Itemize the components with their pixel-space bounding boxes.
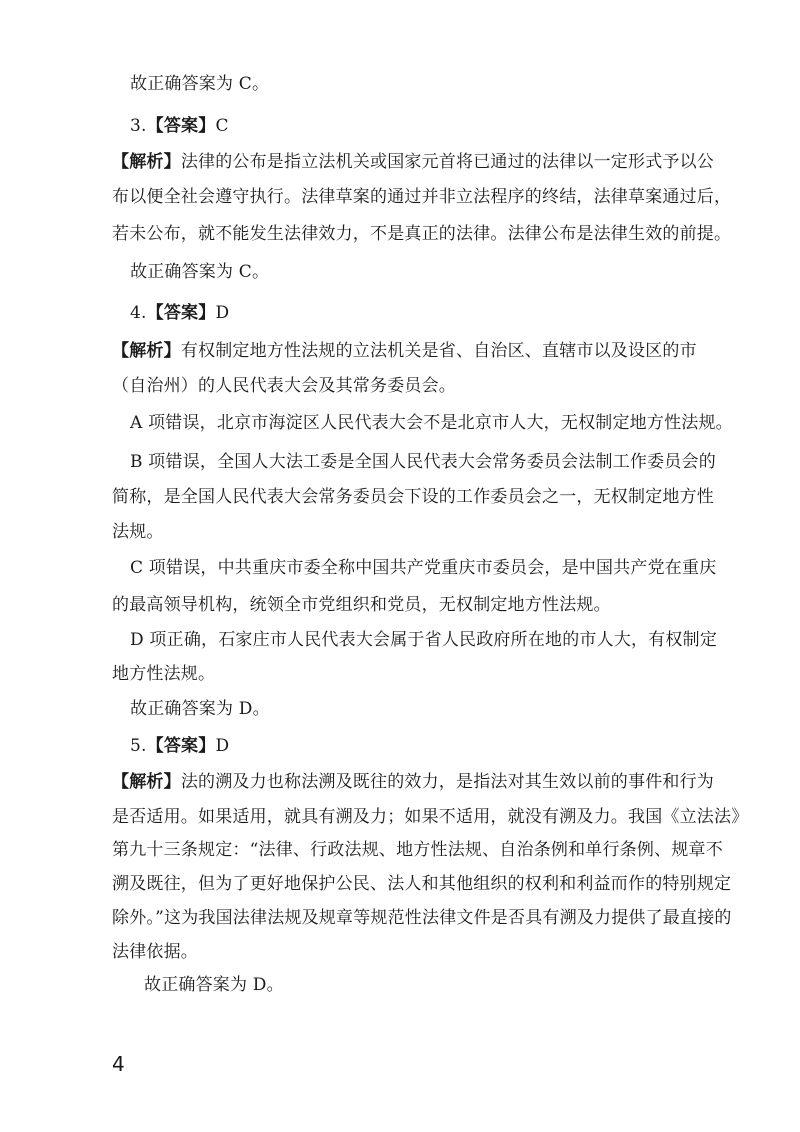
option-d-line: D 项正确，石家庄市人民代表大会属于省人民政府所在地的市人大，有权制定 <box>130 630 718 650</box>
text-line: 的最高领导机构，统领全市党组织和党员，无权制定地方性法规。 <box>112 595 611 615</box>
analysis-line: 【解析】法的溯及力也称法溯及既往的效力，是指法对其生效以前的事件和行为 <box>112 772 715 792</box>
answer-heading-4: 4.【答案】D <box>130 303 230 323</box>
text-line: 布以便全社会遵守执行。法律草案的通过并非立法程序的终结，法律草案通过后， <box>112 187 732 207</box>
text-line: 简称，是全国人民代表大会常务委员会下设的工作委员会之一，无权制定地方性 <box>112 487 714 507</box>
analysis-line: 【解析】有权制定地方性法规的立法机关是省、自治区、直辖市以及设区的市 <box>112 341 697 361</box>
text-line: 地方性法规。 <box>112 664 216 684</box>
option-b-line: B 项错误，全国人大法工委是全国人民代表大会常务委员会法制工作委员会的 <box>130 452 716 472</box>
text-line: 第九十三条规定：“法律、行政法规、地方性法规、自治条例和单行条例、规章不 <box>112 840 723 860</box>
answer-heading-5: 5.【答案】D <box>130 736 230 756</box>
text-line: （自治州）的人民代表大会及其常务委员会。 <box>112 376 456 396</box>
conclusion-line: 故正确答案为 C。 <box>130 262 270 282</box>
text-line: 法律依据。 <box>112 942 198 962</box>
answer-heading-3: 3.【答案】C <box>130 116 229 136</box>
conclusion-line: 故正确答案为 D。 <box>144 975 284 995</box>
option-a-line: A 项错误，北京市海淀区人民代表大会不是北京市人大，无权制定地方性法规。 <box>130 413 733 433</box>
conclusion-line: 故正确答案为 D。 <box>130 699 270 719</box>
text-line: 除外。”这为我国法律法规及规章等规范性法律文件是否具有溯及力提供了最直接的 <box>112 908 732 928</box>
text-line: 溯及既往，但为了更好地保护公民、法人和其他组织的权利和利益而作的特别规定 <box>112 874 732 894</box>
option-c-line: C 项错误，中共重庆市委全称中国共产党重庆市委员会，是中国共产党在重庆 <box>130 558 717 578</box>
page-number: 4 <box>112 1052 125 1076</box>
analysis-line: 【解析】法律的公布是指立法机关或国家元首将已通过的法律以一定形式予以公 <box>112 152 715 172</box>
text-line: 法规。 <box>112 522 164 542</box>
text-line: 是否适用。如果适用，就具有溯及力；如果不适用，就没有溯及力。我国《立法法》 <box>112 807 749 827</box>
text-line: 若未公布，就不能发生法律效力，不是真正的法律。法律公布是法律生效的前提。 <box>112 224 732 244</box>
conclusion-line: 故正确答案为 C。 <box>130 74 270 94</box>
